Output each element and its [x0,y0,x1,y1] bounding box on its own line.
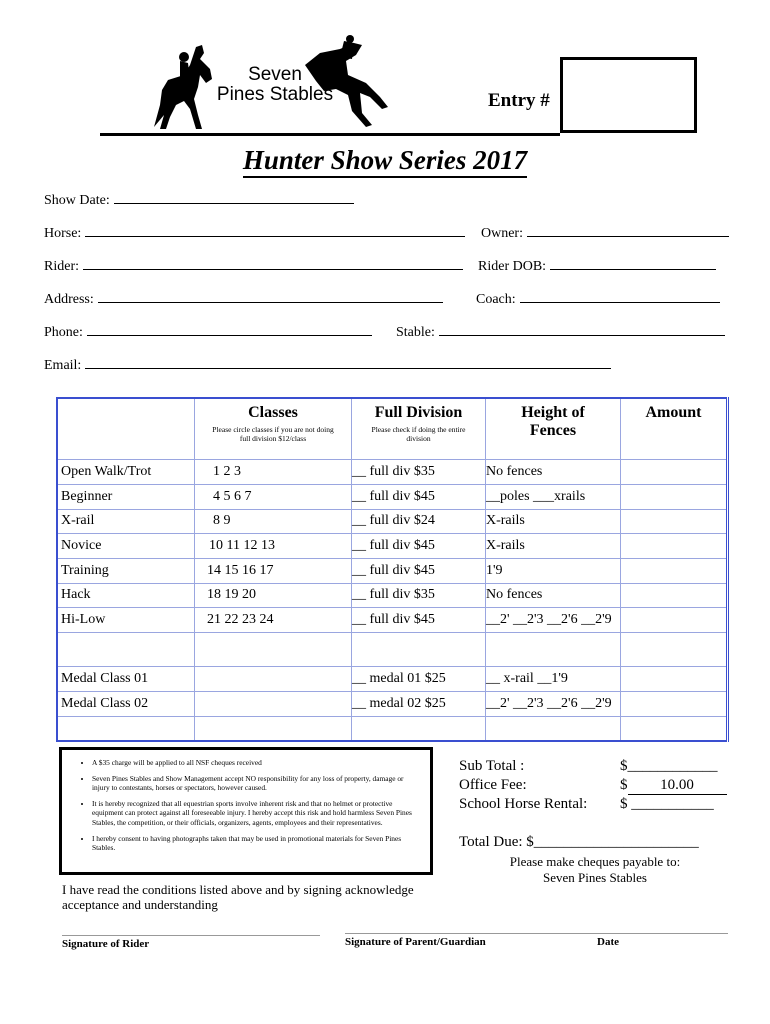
header-classes: Classes Please circle classes if you are not doing full division $12/class [195,398,352,459]
address-field[interactable] [44,290,443,308]
school-horse-label: School Horse Rental: [459,796,588,812]
payable-line-1: Please make cheques payable to: [509,854,681,869]
condition-item: • A $35 charge will be applied to all NSF cheques received [92,758,420,768]
amount-cell[interactable] [621,666,728,691]
fence-height: X-rails [486,509,621,533]
classes-table [56,397,729,742]
class-name: Training [57,558,195,583]
conditions-box [59,747,433,875]
fence-height: X-rails [486,533,621,558]
division-checkbox[interactable]: __ full div $45 [352,484,486,509]
stable-field[interactable] [396,323,725,341]
rider-dob-field[interactable] [478,257,716,275]
payable-note [480,854,710,886]
amount-cell[interactable] [621,484,728,509]
agreement-text: I have read the conditions listed above and by signing acknowledge acceptance and understanding [62,882,414,912]
class-numbers[interactable]: 8 9 [195,509,352,533]
amount-cell[interactable] [621,459,728,484]
class-name: Hack [57,583,195,607]
school-horse-value[interactable]: $ ___________ [620,796,714,812]
division-checkbox[interactable]: __ full div $45 [352,558,486,583]
phone-field[interactable] [44,323,372,341]
horse-label: Horse: [44,226,82,241]
rider-signature-line[interactable] [62,935,320,936]
condition-item: • I hereby consent to having photographs taken that may be used in promotional materials for Seven Pines Stables. [92,834,420,853]
logo-line-1: Seven [248,64,302,85]
division-checkbox[interactable]: __ full div $35 [352,459,486,484]
table-row [57,484,728,509]
parent-signature-label: Signature of Parent/Guardian [345,936,486,948]
division-checkbox[interactable]: __ full div $45 [352,607,486,632]
table-row [57,459,728,484]
class-numbers[interactable]: 10 11 12 13 [195,533,352,558]
header-empty-cell [57,398,195,459]
division-checkbox[interactable]: __ full div $45 [352,533,486,558]
office-fee-value-field: $ 10.00 [620,777,727,795]
email-field[interactable] [44,356,611,374]
parent-signature-line[interactable] [345,933,728,934]
medal-checkbox[interactable]: __ medal 02 $25 [352,691,486,716]
fence-height[interactable]: __poles ___xrails [486,484,621,509]
header-amount: Amount [621,398,728,459]
class-numbers[interactable]: 18 19 20 [195,583,352,607]
office-fee-label: Office Fee: [459,777,527,793]
table-row [57,666,728,691]
fence-height[interactable]: __ x-rail __1'9 [486,666,621,691]
show-date-label: Show Date: [44,193,110,208]
table-row-spacer [57,716,728,741]
owner-label: Owner: [481,226,523,241]
entry-number-box[interactable] [560,57,697,133]
division-checkbox[interactable]: __ full div $35 [352,583,486,607]
condition-item: • Seven Pines Stables and Show Management accept NO responsibility for any loss of property, damage or injury to contestants, horses or spectators, however caused. [92,774,420,793]
email-label: Email: [44,358,82,373]
logo-line-2: Pines Stables [216,84,334,105]
fence-height: 1'9 [486,558,621,583]
payable-line-2: Seven Pines Stables [543,870,647,885]
coach-label: Coach: [476,292,516,307]
fence-height[interactable]: __2' __2'3 __2'6 __2'9 [486,691,621,716]
table-row [57,509,728,533]
total-due[interactable]: Total Due: $______________________ [459,834,699,850]
class-numbers [195,691,352,716]
horse-field[interactable] [44,224,465,242]
table-row-spacer [57,632,728,666]
sub-total-label: Sub Total : [459,758,525,774]
phone-label: Phone: [44,325,83,340]
division-checkbox[interactable]: __ full div $24 [352,509,486,533]
office-fee-value: 10.00 [628,777,727,795]
medal-checkbox[interactable]: __ medal 01 $25 [352,666,486,691]
conditions-list [72,758,420,853]
amount-cell[interactable] [621,583,728,607]
amount-cell[interactable] [621,558,728,583]
class-name: Medal Class 02 [57,691,195,716]
condition-item: • It is hereby recognized that all equestrian sports involve inherent risk and that no helmet or protective equipment can protect against all foreseeable injury. I hereby accept this risk and hold harmless Seven Pines Stables, the competition, or their officials, organizers, agents, employees and their representatives. [92,799,420,828]
class-numbers[interactable]: 21 22 23 24 [195,607,352,632]
fence-height: No fences [486,583,621,607]
rider-field[interactable] [44,257,463,275]
table-header-row [57,398,728,459]
class-numbers[interactable]: 14 15 16 17 [195,558,352,583]
amount-cell[interactable] [621,607,728,632]
header-height: Height of Fences [486,398,621,459]
class-name: Beginner [57,484,195,509]
table-row [57,533,728,558]
date-label: Date [597,936,619,948]
fence-height: No fences [486,459,621,484]
address-label: Address: [44,292,94,307]
rider-signature-label: Signature of Rider [62,938,150,950]
coach-field[interactable] [476,290,720,308]
header-rule [100,133,560,136]
header-full-division: Full Division Please check if doing the entire division [352,398,486,459]
fence-height[interactable]: __2' __2'3 __2'6 __2'9 [486,607,621,632]
class-name: Open Walk/Trot [57,459,195,484]
class-numbers[interactable]: 1 2 3 [195,459,352,484]
amount-cell[interactable] [621,509,728,533]
table-row [57,607,728,632]
table-row [57,691,728,716]
amount-cell[interactable] [621,533,728,558]
rider-label: Rider: [44,259,79,274]
table-row [57,558,728,583]
show-date-field[interactable] [44,191,354,209]
stable-label: Stable: [396,325,435,340]
class-name: Medal Class 01 [57,666,195,691]
amount-cell[interactable] [621,691,728,716]
stable-logo [140,35,405,135]
form-title: Hunter Show Series 2017 [0,145,770,176]
sub-total-value[interactable]: $____________ [620,758,718,774]
class-numbers [195,666,352,691]
class-name: X-rail [57,509,195,533]
rider-dob-label: Rider DOB: [478,259,547,274]
table-row [57,583,728,607]
class-numbers[interactable]: 4 5 6 7 [195,484,352,509]
class-name: Novice [57,533,195,558]
class-name: Hi-Low [57,607,195,632]
owner-field[interactable] [481,224,729,242]
entry-label: Entry # [488,90,550,111]
